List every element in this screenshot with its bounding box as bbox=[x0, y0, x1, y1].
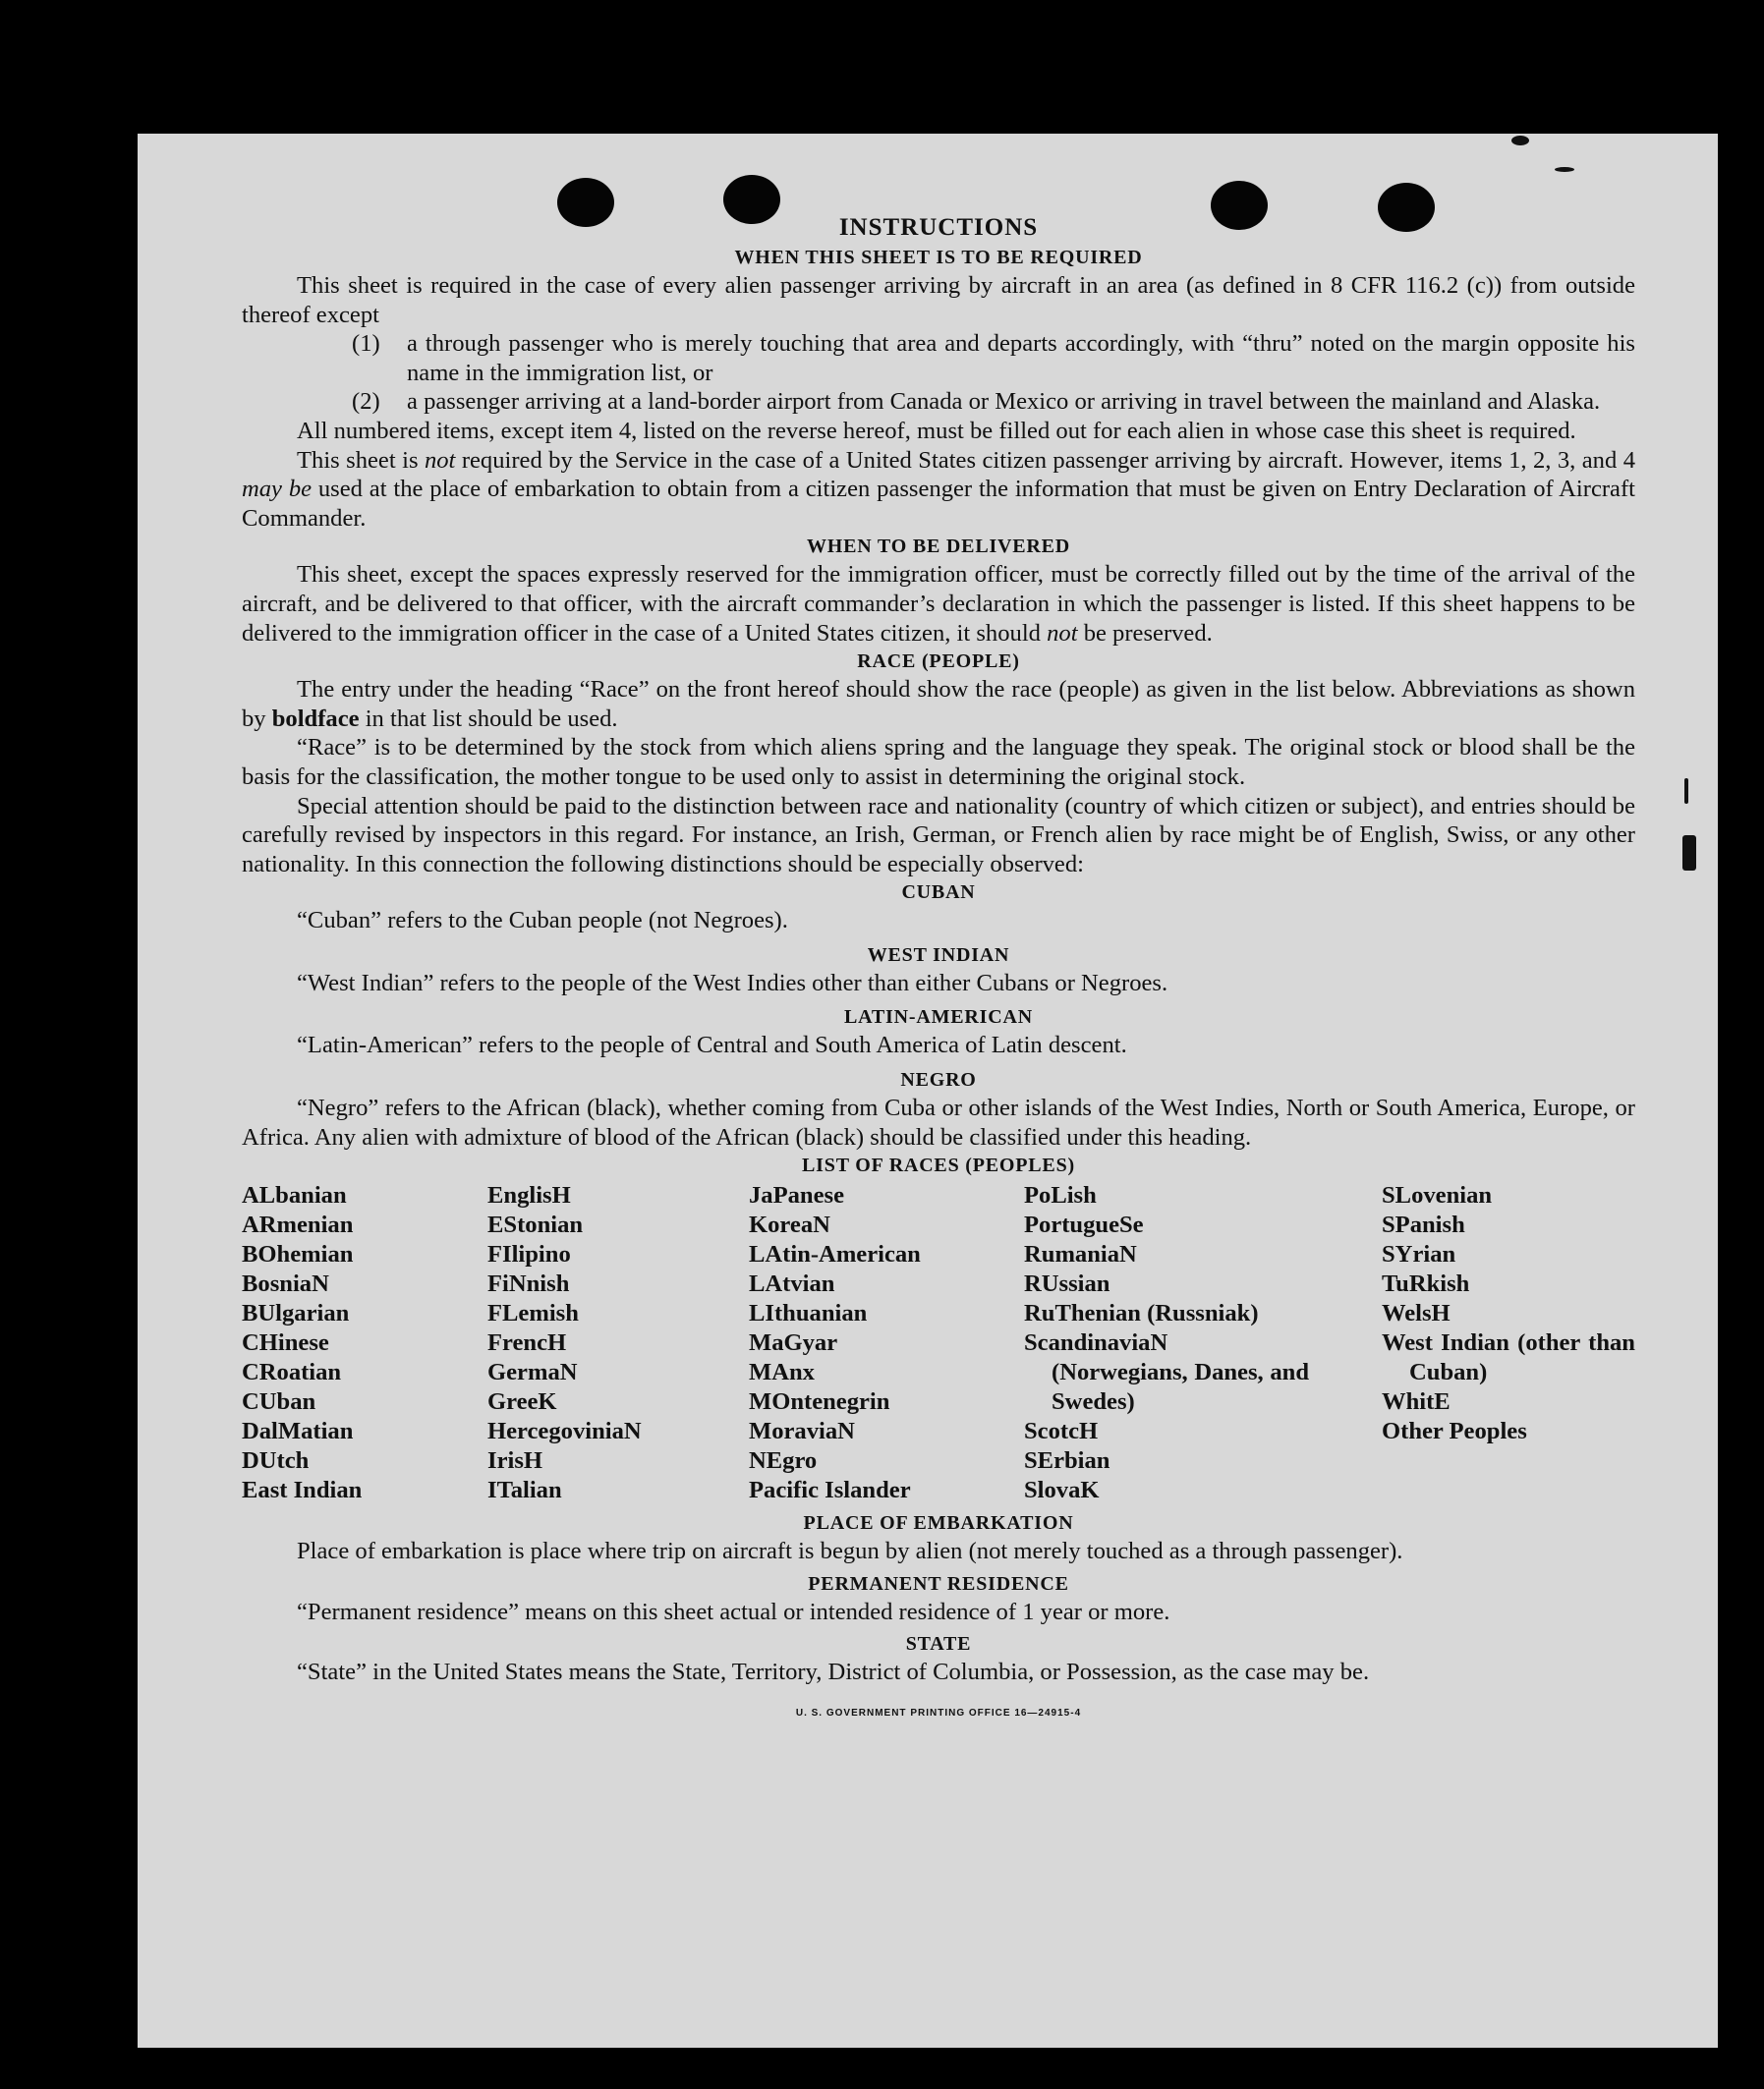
race-entry: RumaniaN bbox=[1024, 1241, 1137, 1269]
bold-text: boldface bbox=[271, 705, 360, 732]
races-column bbox=[1382, 1181, 1635, 1505]
paragraph: “Permanent residence” means on this sheet actual or intended residence of 1 year or more. bbox=[297, 1598, 1170, 1625]
section-heading: WHEN TO BE DELIVERED bbox=[806, 536, 1071, 558]
race-entry: LAtin-American bbox=[749, 1241, 921, 1269]
paragraph bbox=[242, 446, 1635, 534]
race-entry: MAnx bbox=[749, 1359, 815, 1386]
race-entry: BUlgarian bbox=[242, 1300, 350, 1327]
race-entry: BOhemian bbox=[242, 1241, 354, 1269]
race-entry: ScandinaviaN (Norwegians, Danes, and Swedes) bbox=[1024, 1329, 1309, 1416]
race-entry: SlovaK bbox=[1024, 1477, 1100, 1504]
race-entry: FIlipino bbox=[487, 1241, 571, 1269]
race-entry: TuRkish bbox=[1382, 1270, 1470, 1298]
exception-item bbox=[242, 387, 1635, 417]
text-run: used at the place of embarkation to obtain from a citizen passenger the information that must be given on Entry Declaration of Aircraft Commander. bbox=[242, 476, 1635, 532]
race-entry: GermaN bbox=[487, 1359, 578, 1386]
race-entry: Pacific Islander bbox=[749, 1477, 911, 1504]
race-entry: ITalian bbox=[487, 1477, 562, 1504]
race-entry: EStonian bbox=[487, 1212, 584, 1239]
race-entry: FLemish bbox=[487, 1300, 579, 1327]
text-run: The entry under the heading “Race” on the front hereof should show the race (people) as given in the list below. Abbreviations as shown by bbox=[242, 676, 1635, 732]
race-entry: KoreaN bbox=[749, 1212, 830, 1239]
section-heading: WEST INDIAN bbox=[867, 943, 1010, 966]
race-entry: West Indian (other than Cuban) bbox=[1382, 1329, 1635, 1386]
race-entry: SLovenian bbox=[1382, 1182, 1493, 1210]
race-entry: ScotcH bbox=[1024, 1418, 1099, 1445]
race-entry: LIthuanian bbox=[749, 1300, 868, 1327]
section-heading: WHEN THIS SHEET IS TO BE REQUIRED bbox=[734, 247, 1143, 268]
race-entry: RuThenian (Russniak) bbox=[1024, 1300, 1259, 1327]
race-entry: SErbian bbox=[1024, 1447, 1110, 1475]
text-run: required by the Service in the case of a United States citizen passenger arriving by aircraft. However, items 1, 2, 3, and 4 bbox=[455, 446, 1635, 474]
race-entry: MoraviaN bbox=[749, 1418, 855, 1445]
race-entry: ALbanian bbox=[242, 1182, 347, 1210]
italic-text: may be bbox=[242, 476, 313, 503]
paragraph: This sheet is required in the case of every alien passenger arriving by aircraft in an area (as defined in 8 CFR 116.2 (c)) from outside thereof except bbox=[242, 272, 1635, 328]
paragraph bbox=[242, 560, 1635, 648]
section-heading: LATIN-AMERICAN bbox=[844, 1006, 1033, 1029]
race-entry: IrisH bbox=[487, 1447, 543, 1475]
text-run: be preserved. bbox=[1077, 619, 1213, 647]
race-entry: CHinese bbox=[242, 1329, 329, 1357]
race-entry: NEgro bbox=[749, 1447, 818, 1475]
scan-speck bbox=[1511, 136, 1529, 145]
race-entry: HercegoviniaN bbox=[487, 1418, 642, 1445]
race-entry: WelsH bbox=[1382, 1300, 1451, 1327]
paragraph: Special attention should be paid to the distinction between race and nationality (country of which citizen or subject), and entries should be carefully revised by inspectors in this regard. For instance, an Irish, German, or French alien by race might be of English, Swiss, or any other nationality. In this connection the following distinctions should be especially observed: bbox=[242, 792, 1635, 877]
race-entry: ARmenian bbox=[242, 1212, 354, 1239]
race-entry: Other Peoples bbox=[1382, 1418, 1527, 1445]
race-entry: LAtvian bbox=[749, 1270, 835, 1298]
page-title: INSTRUCTIONS bbox=[838, 214, 1039, 241]
races-list bbox=[242, 1181, 1635, 1505]
race-entry: DUtch bbox=[242, 1447, 310, 1475]
paragraph: All numbered items, except item 4, listed on the reverse hereof, must be filled out for each alien in whose case this sheet is required. bbox=[297, 417, 1576, 444]
race-entry: CUban bbox=[242, 1388, 316, 1416]
race-entry: BosniaN bbox=[242, 1270, 329, 1298]
race-entry: JaPanese bbox=[749, 1182, 844, 1210]
section-heading: NEGRO bbox=[900, 1069, 977, 1092]
race-entry: PortugueSe bbox=[1024, 1212, 1144, 1239]
item-text: a passenger arriving at a land-border airport from Canada or Mexico or arriving in travel between the mainland and Alaska. bbox=[407, 388, 1601, 416]
race-entry: SPanish bbox=[1382, 1212, 1465, 1239]
race-entry: WhitE bbox=[1382, 1388, 1451, 1416]
race-entry: MOntenegrin bbox=[749, 1388, 890, 1416]
item-text: a through passenger who is merely touching that area and departs accordingly, with “thru” noted on the margin opposite his name in the immigration list, or bbox=[407, 330, 1635, 386]
section-heading: PLACE OF EMBARKATION bbox=[803, 1512, 1074, 1535]
section-heading: RACE (PEOPLE) bbox=[857, 650, 1020, 673]
section-heading: PERMANENT RESIDENCE bbox=[808, 1572, 1069, 1595]
text-run: in that list should be used. bbox=[359, 705, 618, 732]
race-entry: FiNnish bbox=[487, 1270, 570, 1298]
paragraph: “Latin-American” refers to the people of Central and South America of Latin descent. bbox=[297, 1032, 1127, 1059]
paragraph: “Negro” refers to the African (black), whether coming from Cuba or other islands of the West Indies, North or South America, Europe, or Africa. Any alien with admixture of blood of the African (black) should be classified under this heading. bbox=[242, 1095, 1635, 1151]
italic-text: not bbox=[424, 446, 456, 474]
race-entry: GreeK bbox=[487, 1388, 557, 1416]
exception-item bbox=[242, 329, 1635, 387]
paragraph bbox=[242, 675, 1635, 733]
paragraph: “West Indian” refers to the people of the West Indies other than either Cubans or Negroes. bbox=[297, 969, 1168, 996]
scan-speck bbox=[1684, 778, 1688, 804]
race-entry: CRoatian bbox=[242, 1359, 342, 1386]
races-column bbox=[242, 1181, 487, 1505]
race-entry: FrencH bbox=[487, 1329, 567, 1357]
race-entry: EnglisH bbox=[487, 1182, 571, 1210]
scan-speck bbox=[1555, 167, 1574, 172]
paragraph: “Race” is to be determined by the stock from which aliens spring and the language they speak. The original stock or blood shall be the basis for the classification, the mother tongue to be used only to assist in determining the original stock. bbox=[242, 734, 1635, 790]
race-entry: SYrian bbox=[1382, 1241, 1456, 1269]
paragraph: Place of embarkation is place where trip on aircraft is begun by alien (not merely touched as a through passenger). bbox=[297, 1538, 1403, 1565]
race-entry: MaGyar bbox=[749, 1329, 838, 1357]
text-run: This sheet is bbox=[297, 446, 425, 474]
races-column bbox=[487, 1181, 749, 1505]
races-column bbox=[749, 1181, 1024, 1505]
section-heading: LIST OF RACES (PEOPLES) bbox=[802, 1155, 1075, 1177]
text-run: This sheet, except the spaces expressly reserved for the immigration officer, must be correctly filled out by the time of the arrival of the aircraft, and be delivered to that officer, with the aircraft commander’s declaration in which the passenger is listed. If this sheet happens to be delivered to the immigration officer in the case of a United States citizen, it should bbox=[242, 561, 1635, 647]
paragraph: “Cuban” refers to the Cuban people (not Negroes). bbox=[297, 907, 788, 934]
section-heading: CUBAN bbox=[901, 881, 976, 904]
race-entry: PoLish bbox=[1024, 1182, 1097, 1210]
race-entry: East Indian bbox=[242, 1477, 363, 1504]
scan-speck bbox=[1682, 835, 1696, 871]
instructions-content bbox=[242, 212, 1635, 1728]
race-entry: DalMatian bbox=[242, 1418, 354, 1445]
paragraph: “State” in the United States means the State, Territory, District of Columbia, or Possession, as the case may be. bbox=[297, 1659, 1370, 1686]
race-entry: RUssian bbox=[1024, 1270, 1110, 1298]
races-column bbox=[1024, 1181, 1309, 1505]
section-heading: STATE bbox=[905, 1633, 972, 1656]
document-sheet bbox=[138, 134, 1718, 2048]
italic-text: not bbox=[1047, 619, 1078, 647]
item-number: (1) bbox=[352, 330, 380, 358]
item-number: (2) bbox=[352, 388, 380, 416]
printing-office-footer: U. S. GOVERNMENT PRINTING OFFICE 16—24915-4 bbox=[795, 1708, 1082, 1720]
